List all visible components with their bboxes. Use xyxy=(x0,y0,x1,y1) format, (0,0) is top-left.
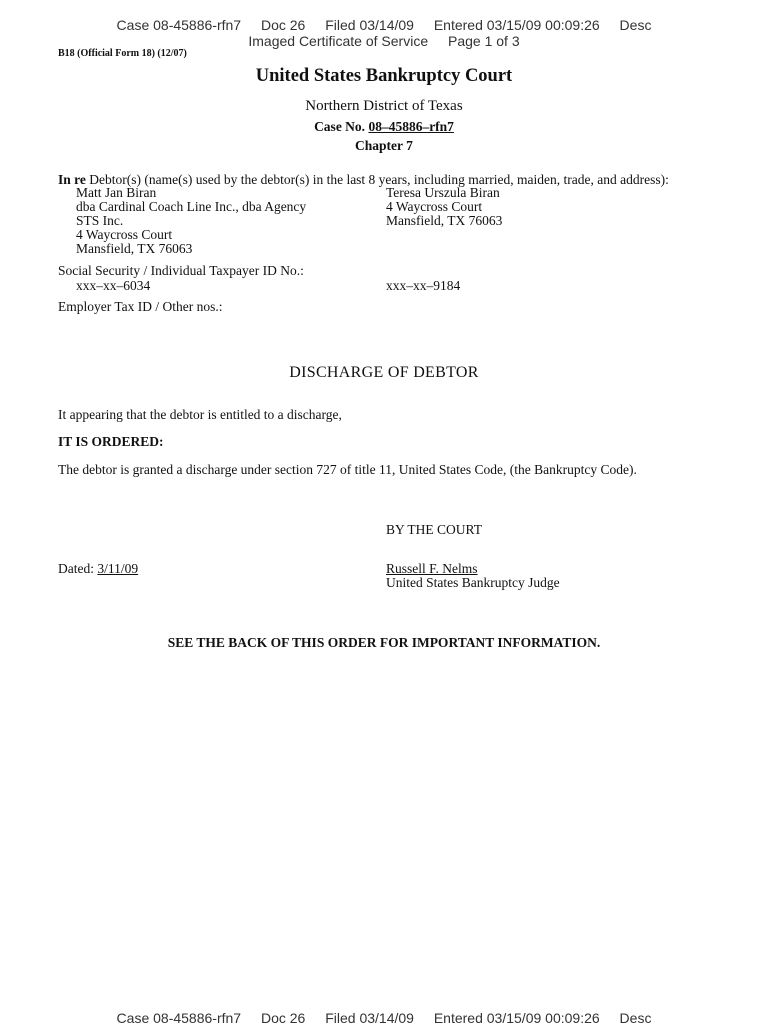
debtor-1-company: STS Inc. xyxy=(76,213,124,228)
filing-stamp-header-line2 xyxy=(0,33,768,49)
debtor-2-name: Teresa Urszula Biran xyxy=(386,185,500,200)
debtor-2-block xyxy=(386,186,502,228)
stamp-desc: Desc xyxy=(619,17,652,33)
judge-name: Russell F. Nelms xyxy=(386,561,478,576)
ssn-debtor-2: xxx–xx–9184 xyxy=(386,278,461,293)
court-name: United States Bankruptcy Court xyxy=(255,66,513,86)
debtor-2-street: 4 Waycross Court xyxy=(386,199,483,214)
form-id: B18 (Official Form 18) (12/07) xyxy=(58,48,187,59)
in-re-text: Debtor(s) (name(s) used by the debtor(s) in the last 8 years, including married, maiden, trade, and address): xyxy=(89,172,669,187)
document-title: DISCHARGE OF DEBTOR xyxy=(289,364,479,381)
footer-stamp-entered: Entered 03/15/09 00:09:26 xyxy=(433,1010,600,1026)
debtor-1-name: Matt Jan Biran xyxy=(76,185,157,200)
chapter: Chapter 7 xyxy=(355,138,413,153)
by-the-court: BY THE COURT xyxy=(386,522,482,537)
discharge-granted-text: The debtor is granted a discharge under section 727 of title 11, United States Code, (the Bankruptcy Code). xyxy=(58,462,637,477)
employer-tax-id-label: Employer Tax ID / Other nos.: xyxy=(58,299,223,314)
stamp-entered: Entered 03/15/09 00:09:26 xyxy=(433,17,600,33)
stamp-filed: Filed 03/14/09 xyxy=(325,17,414,33)
footer-stamp-doc: Doc 26 xyxy=(260,1010,306,1026)
judge-title: United States Bankruptcy Judge xyxy=(386,575,560,590)
case-number-line xyxy=(0,119,768,135)
debtor-2-city: Mansfield, TX 76063 xyxy=(386,213,503,228)
ordered-heading: IT IS ORDERED: xyxy=(58,434,164,449)
debtor-1-dba: dba Cardinal Coach Line Inc., dba Agency xyxy=(76,199,307,214)
footer-stamp-filed: Filed 03/14/09 xyxy=(325,1010,414,1026)
debtor-1-block xyxy=(76,186,306,256)
case-number: 08–45886–rfn7 xyxy=(368,119,454,134)
dated-line xyxy=(58,561,138,577)
dated-label: Dated: xyxy=(58,561,94,576)
court-district: Northern District of Texas xyxy=(305,98,463,114)
dated-value: 3/11/09 xyxy=(97,561,139,576)
footer-stamp-desc: Desc xyxy=(619,1010,652,1026)
ssn-label: Social Security / Individual Taxpayer ID No.: xyxy=(58,263,304,278)
debtor-1-city: Mansfield, TX 76063 xyxy=(76,241,193,256)
ssn-debtor-1: xxx–xx–6034 xyxy=(76,278,151,293)
stamp-doc: Doc 26 xyxy=(260,17,306,33)
debtor-1-street: 4 Waycross Court xyxy=(76,227,173,242)
appearing-text: It appearing that the debtor is entitled to a discharge, xyxy=(58,407,342,422)
footer-stamp-case: Case 08-45886-rfn7 xyxy=(116,1010,242,1026)
case-number-label: Case No. xyxy=(314,119,366,134)
filing-stamp-header xyxy=(0,17,768,33)
stamp-case: Case 08-45886-rfn7 xyxy=(116,17,242,33)
stamp-page: Page 1 of 3 xyxy=(448,33,520,49)
back-of-order-notice: SEE THE BACK OF THIS ORDER FOR IMPORTANT INFORMATION. xyxy=(167,635,601,650)
in-re-label: In re xyxy=(58,172,86,187)
stamp-description: Imaged Certificate of Service xyxy=(248,33,429,49)
